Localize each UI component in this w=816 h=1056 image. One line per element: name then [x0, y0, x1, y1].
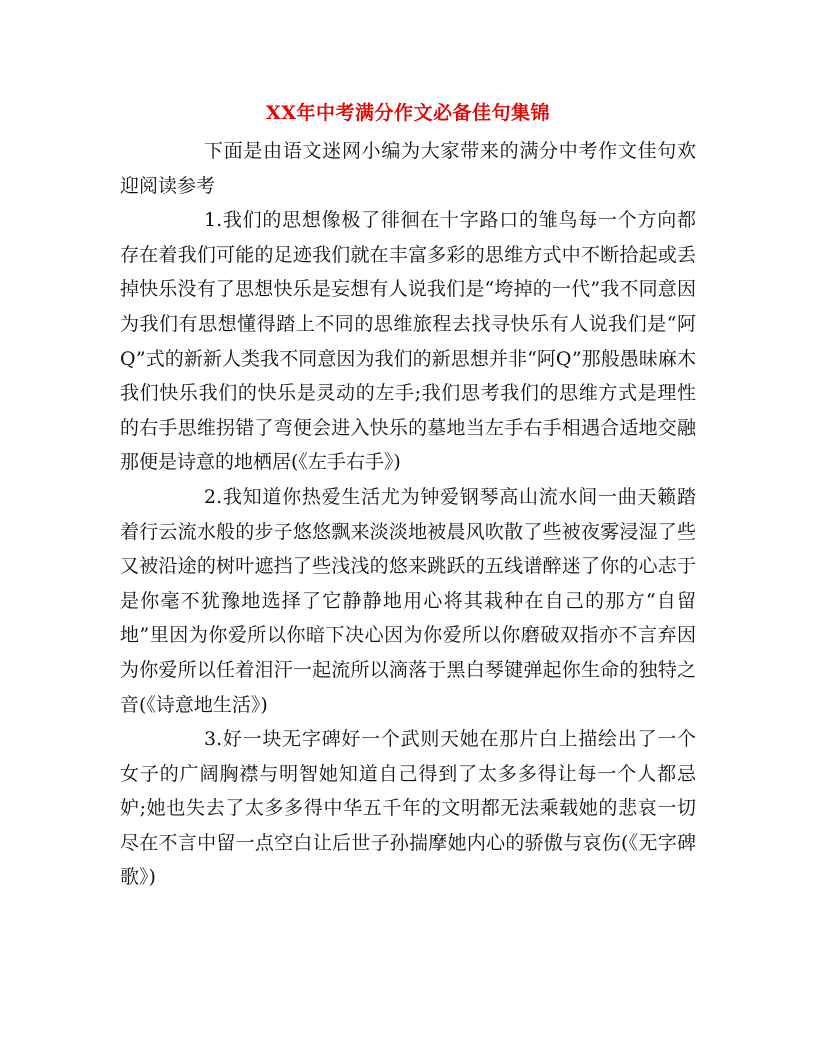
document-title: XX年中考满分作文必备佳句集锦	[266, 102, 550, 124]
paragraph-3: 3.好一块无字碑好一个武则天她在那片白上描绘出了一个女子的广阔胸襟与明智她知道自己得到了太多多得让每一个人都忌妒;她也失去了太多多得中华五千年的文明都无法乘载她的悲哀一切尽在不言中留一点空白让后世子孙揣摩她内心的骄傲与哀伤(《无字碑歌》)	[120, 728, 696, 889]
intro-paragraph: 下面是由语文迷网小编为大家带来的满分中考作文佳句欢迎阅读参考	[120, 140, 696, 197]
paragraph-1: 1.我们的思想像极了徘徊在十字路口的雏鸟每一个方向都存在着我们可能的足迹我们就在丰富多彩的思维方式中不断拾起或丢掉快乐没有了思想快乐是妄想有人说我们是“垮掉的一代”我不同意因为我们有思想懂得踏上不同的思维旅程去找寻快乐有人说我们是“阿Q”式的新新人类我不同意因为我们的新思想并非“阿Q”那般愚昧麻木我们快乐我们的快乐是灵动的左手;我们思考我们的思维方式是理性的右手思维拐错了弯便会进入快乐的墓地当左手右手相遇合适地交融那便是诗意的地栖居(《左手右手》)	[120, 209, 696, 474]
document-body	[120, 134, 696, 895]
paragraph-2: 2.我知道你热爱生活尤为钟爱钢琴高山流水间一曲天籁踏着行云流水般的步子悠悠飘来淡淡地被晨风吹散了些被夜雾浸湿了些又被沿途的树叶遮挡了些浅浅的悠来跳跃的五线谱醉迷了你的心志于是你毫不犹豫地选择了它静静地用心将其栽种在自己的那方“自留地”里因为你爱所以你暗下决心因为你爱所以你磨破双指亦不言弃因为你爱所以任着泪汗一起流所以滴落于黑白琴键弹起你生命的独特之音(《诗意地生活》)	[120, 485, 696, 716]
